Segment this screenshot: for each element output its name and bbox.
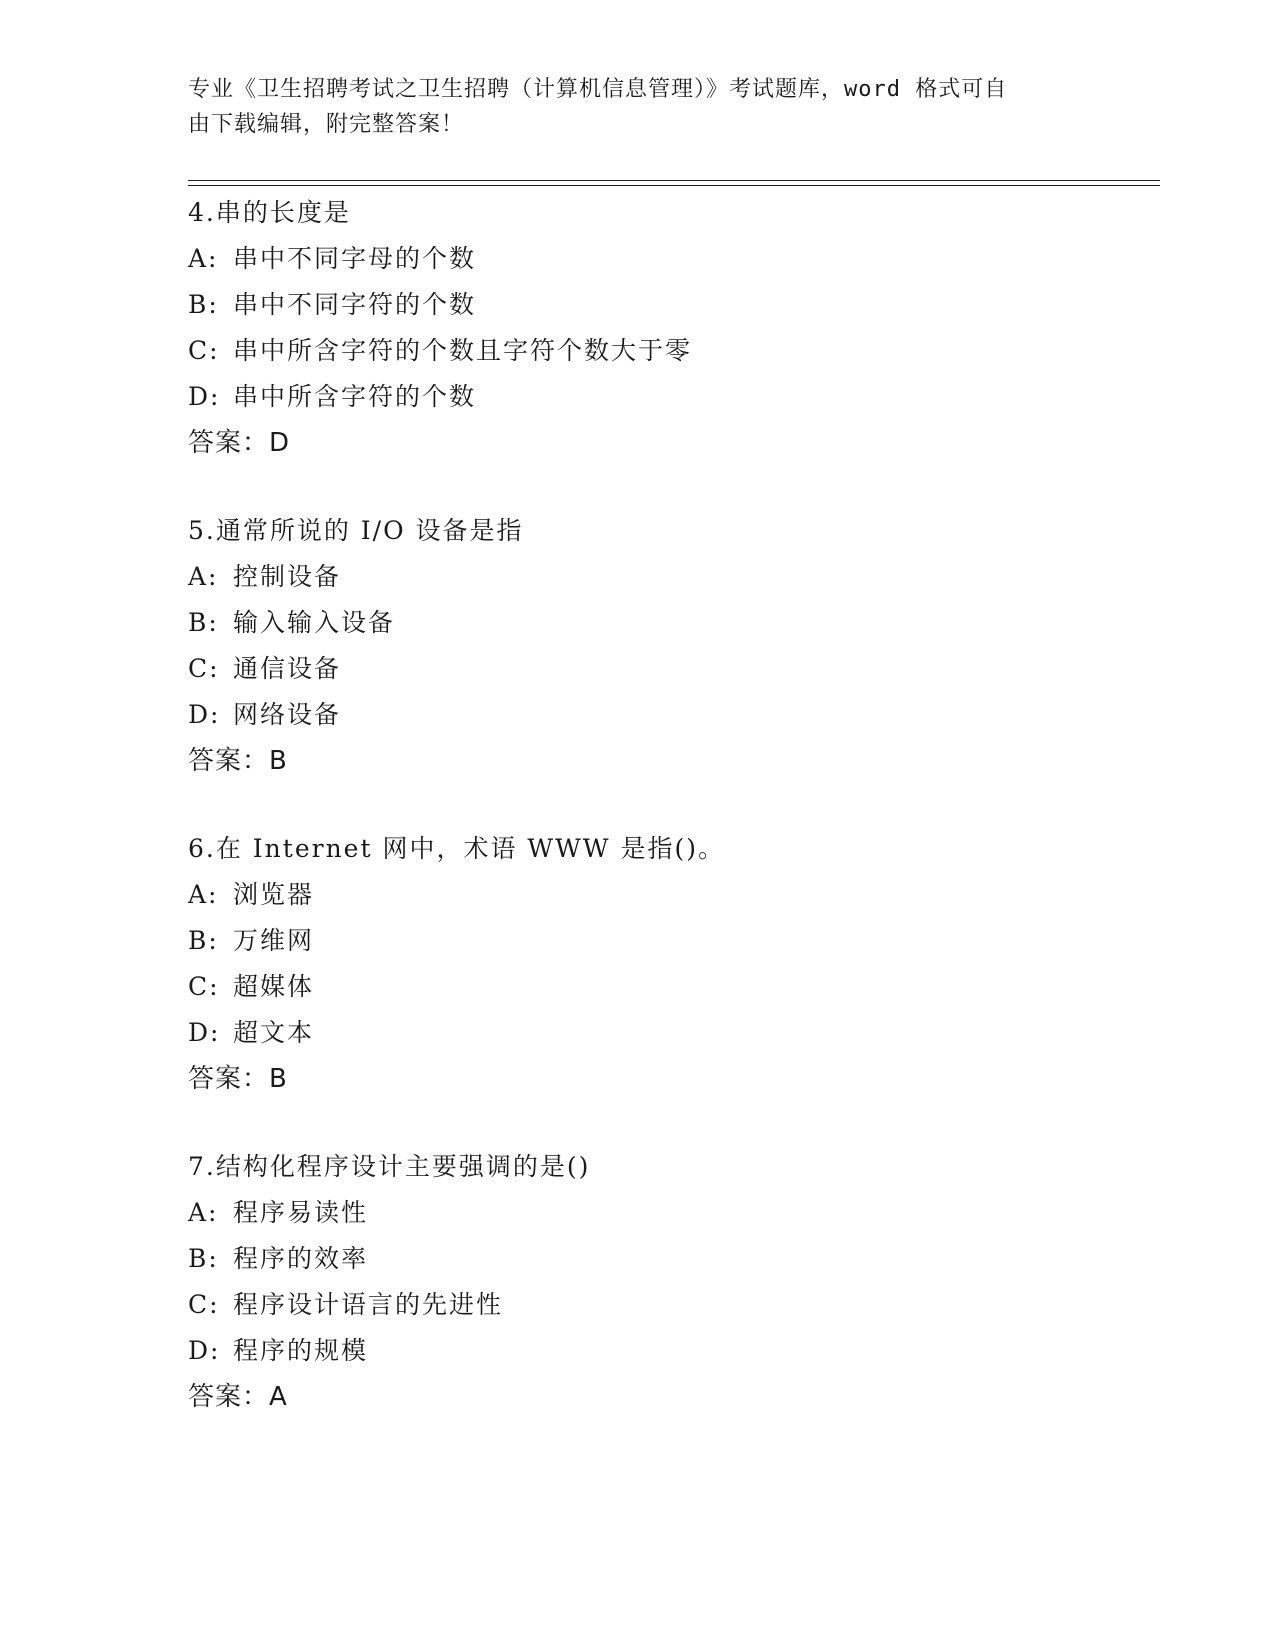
option-letter: A: [188, 880, 219, 909]
option-letter: B: [188, 290, 219, 319]
option-letter: C: [188, 654, 220, 683]
option-b [188, 600, 1148, 646]
option-text: 程序的规模 [233, 1336, 369, 1365]
option-letter: D: [188, 1018, 221, 1047]
option-text: 通信设备 [233, 654, 342, 683]
question-6 [188, 826, 1148, 1102]
option-letter: D: [188, 700, 221, 729]
option-letter: C: [188, 1290, 220, 1319]
option-text: 程序易读性 [233, 1198, 369, 1227]
option-text: 控制设备 [233, 562, 342, 591]
answer-line: 答案：D [188, 428, 291, 458]
header-line-2: 由下载编辑，附完整答案！ [188, 112, 465, 137]
header-divider-top [188, 180, 1160, 181]
option-d [188, 374, 1148, 420]
option-text: 串中不同字符的个数 [233, 290, 477, 319]
option-text: 串中不同字母的个数 [233, 244, 477, 273]
option-letter: B: [188, 926, 219, 955]
question-title: 4.串的长度是 [188, 198, 351, 227]
option-text: 程序的效率 [233, 1244, 369, 1273]
option-c [188, 964, 1148, 1010]
option-text: 输入输入设备 [233, 608, 396, 637]
question-title: 6.在 Internet 网中，术语 WWW 是指()。 [188, 834, 725, 863]
option-text: 程序设计语言的先进性 [233, 1290, 504, 1319]
option-b [188, 282, 1148, 328]
option-text: 超文本 [233, 1018, 315, 1047]
option-b [188, 1236, 1148, 1282]
option-d [188, 1010, 1148, 1056]
option-text: 超媒体 [233, 972, 315, 1001]
question-5 [188, 508, 1148, 784]
option-letter: C: [188, 972, 220, 1001]
option-c [188, 646, 1148, 692]
option-d [188, 692, 1148, 738]
answer-line: 答案：B [188, 1064, 288, 1094]
option-d [188, 1328, 1148, 1374]
question-list [188, 190, 1148, 1462]
document-header [188, 72, 1088, 142]
option-c [188, 328, 1148, 374]
option-letter: B: [188, 1244, 219, 1273]
option-text: 网络设备 [233, 700, 342, 729]
option-letter: A: [188, 1198, 219, 1227]
option-letter: C: [188, 336, 220, 365]
header-divider-bottom [188, 185, 1160, 186]
option-a [188, 1190, 1148, 1236]
option-text: 串中所含字符的个数且字符个数大于零 [233, 336, 693, 365]
answer-line: 答案：A [188, 1382, 288, 1412]
option-letter: D: [188, 382, 221, 411]
option-a [188, 554, 1148, 600]
option-letter: A: [188, 244, 219, 273]
option-a [188, 236, 1148, 282]
option-text: 浏览器 [233, 880, 315, 909]
option-b [188, 918, 1148, 964]
option-letter: B: [188, 608, 219, 637]
question-4 [188, 190, 1148, 466]
option-c [188, 1282, 1148, 1328]
question-title: 5.通常所说的 I/O 设备是指 [188, 516, 524, 545]
option-letter: D: [188, 1336, 221, 1365]
option-text: 串中所含字符的个数 [233, 382, 477, 411]
answer-line: 答案：B [188, 746, 288, 776]
question-title: 7.结构化程序设计主要强调的是() [188, 1152, 591, 1181]
option-a [188, 872, 1148, 918]
option-letter: A: [188, 562, 219, 591]
header-line-1: 专业《卫生招聘考试之卫生招聘（计算机信息管理）》考试题库，word 格式可自 [188, 77, 1008, 102]
option-text: 万维网 [233, 926, 315, 955]
question-7 [188, 1144, 1148, 1420]
